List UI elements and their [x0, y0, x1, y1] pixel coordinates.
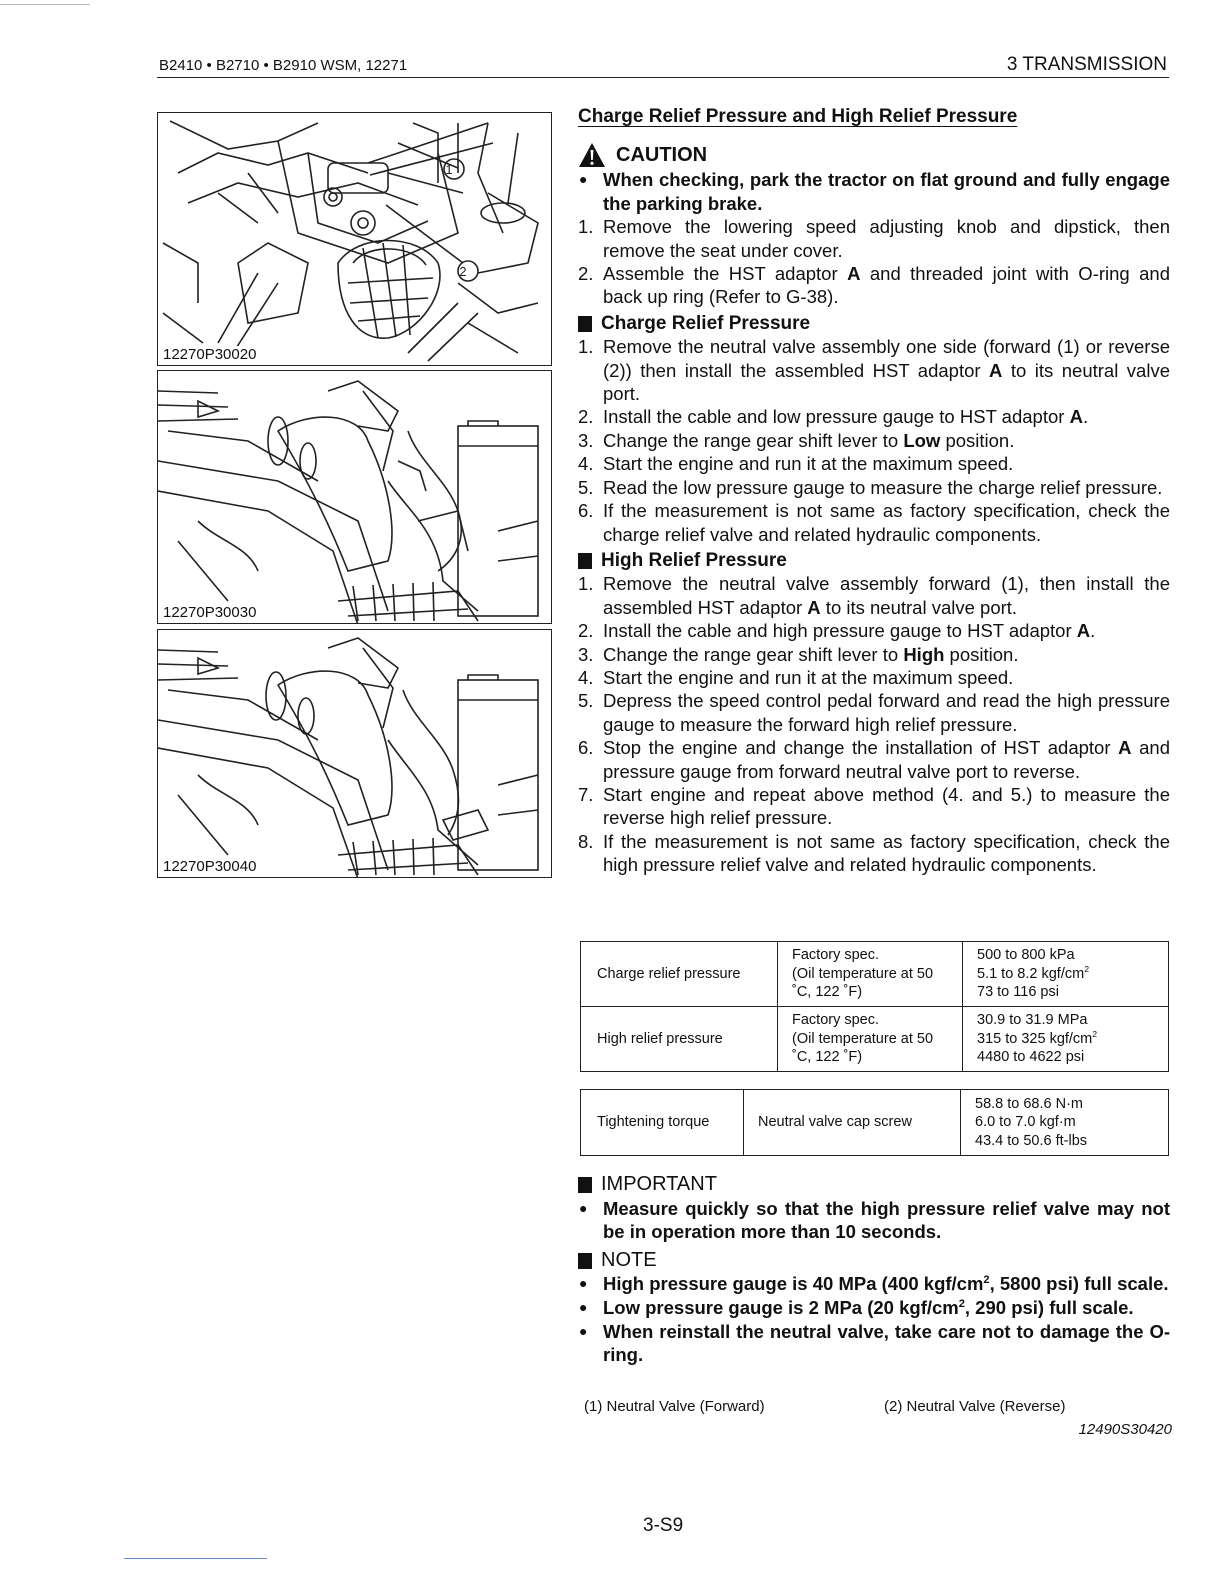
spec-condition: Factory spec. (Oil temperature at 50 ˚C, 122 ˚F)	[778, 942, 963, 1007]
spec-item: Charge relief pressure	[581, 942, 778, 1007]
table-row	[581, 1007, 1169, 1072]
scan-edge-line	[0, 4, 90, 5]
model-reference: B2410 • B2710 • B2910 WSM, 12271	[159, 57, 408, 74]
high-step: 4. Start the engine and run it at the maximum speed.	[578, 666, 1014, 688]
caution-step: 2. Assemble the HST adaptor A and threaded joint with O-ring and back up ring (Refer to G-38).	[578, 263, 1170, 308]
caution-heading	[578, 142, 1170, 168]
page-number: 3-S9	[643, 1515, 684, 1536]
square-bullet-icon	[578, 1253, 592, 1269]
spec-values: 30.9 to 31.9 MPa 315 to 325 kgf/$cm^2$ 4480 to 4622 psi	[963, 1007, 1169, 1072]
high-relief-heading: High Relief Pressure	[578, 549, 1170, 572]
figure-operator-high-pressure	[157, 629, 552, 878]
table-row	[581, 942, 1169, 1007]
caution-bullet: ● When checking, park the tractor on flat ground and fully engage the parking brake.	[578, 168, 1170, 215]
charge-relief-heading: Charge Relief Pressure	[578, 312, 1170, 335]
callout-2: 2	[459, 264, 467, 279]
note-heading: NOTE	[578, 1249, 1170, 1273]
square-bullet-icon	[578, 553, 592, 569]
figure-code: 12270P30040	[162, 858, 259, 875]
figure-operator-low-pressure	[157, 370, 552, 624]
document-id: 12490S30420	[1078, 1421, 1172, 1438]
legend-item: (2) Neutral Valve (Reverse)	[884, 1398, 1066, 1415]
charge-step: 6. If the measurement is not same as factory specification, check the charge relief valve and related hydraulic components.	[578, 500, 1170, 545]
operator-pedal-illustration	[158, 630, 552, 878]
charge-step: 1. Remove the neutral valve assembly one side (forward (1) or reverse (2)) then install the assembled HST adaptor A to its neutral valve port.	[578, 336, 1170, 405]
figure-code: 12270P30020	[162, 346, 259, 363]
procedure-text	[578, 104, 1170, 877]
torque-item: Tightening torque	[581, 1090, 744, 1156]
callout-1: 1	[445, 162, 453, 177]
warning-triangle-icon	[578, 142, 606, 168]
table-row	[581, 1090, 1169, 1156]
page-header	[157, 54, 1169, 78]
high-step: 7. Start engine and repeat above method (4. and 5.) to measure the reverse high relief pressure.	[578, 783, 1170, 829]
square-bullet-icon	[578, 1177, 592, 1193]
high-step: 8. If the measurement is not same as factory specification, check the high pressure relief valve and related hydraulic components.	[578, 830, 1170, 876]
caution-step: 1. Remove the lowering speed adjusting knob and dipstick, then remove the seat under cover.	[578, 216, 1170, 261]
important-bullet: ● Measure quickly so that the high pressure relief valve may not be in operation more than 10 seconds.	[578, 1197, 1170, 1244]
spec-item: High relief pressure	[581, 1007, 778, 1072]
square-bullet-icon	[578, 316, 592, 332]
charge-step: 2. Install the cable and low pressure gauge to HST adaptor A.	[578, 406, 1089, 428]
important-heading: IMPORTANT	[578, 1173, 1170, 1197]
high-step: 5. Depress the speed control pedal forward and read the high pressure gauge to measure the forward high relief pressure.	[578, 690, 1170, 735]
charge-step: 4. Start the engine and run it at the maximum speed.	[578, 453, 1014, 475]
figure-code: 12270P30030	[162, 604, 259, 621]
hst-illustration	[158, 113, 552, 366]
important-note-block	[578, 1170, 1170, 1367]
procedure-title: Charge Relief Pressure and High Relief Pressure	[578, 106, 1018, 127]
caution-label: CAUTION	[616, 143, 708, 166]
spec-condition: Factory spec. (Oil temperature at 50 ˚C, 122 ˚F)	[778, 1007, 963, 1072]
factory-spec-table	[580, 941, 1169, 1072]
figure-hst-neutral-valves	[157, 112, 552, 366]
operator-illustration	[158, 371, 552, 624]
note-bullet: ● Low pressure gauge is 2 MPa (20 kgf/$cm^2$, 290 psi) full scale.	[578, 1296, 1170, 1320]
torque-table	[580, 1089, 1169, 1156]
charge-step: 5. Read the low pressure gauge to measure the charge relief pressure.	[578, 476, 1163, 498]
note-bullet: ● High pressure gauge is 40 MPa (400 kgf/$cm^2$, 5800 psi) full scale.	[578, 1272, 1170, 1296]
charge-step: 3. Change the range gear shift lever to Low position.	[578, 429, 1015, 451]
high-step: 3. Change the range gear shift lever to High position.	[578, 643, 1019, 665]
high-step: 2. Install the cable and high pressure gauge to HST adaptor A.	[578, 620, 1096, 642]
spec-values: 500 to 800 kPa 5.1 to 8.2 kgf/$cm^2$ 73 to 116 psi	[963, 942, 1169, 1007]
legend-item: (1) Neutral Valve (Forward)	[584, 1398, 765, 1415]
high-step: 1. Remove the neutral valve assembly forward (1), then install the assembled HST adaptor A to its neutral valve port.	[578, 573, 1170, 618]
section-title: 3 TRANSMISSION	[1006, 54, 1167, 75]
high-step: 6. Stop the engine and change the installation of HST adaptor A and pressure gauge from forward neutral valve port to reverse.	[578, 737, 1170, 782]
torque-part: Neutral valve cap screw	[744, 1090, 961, 1156]
note-bullet: ● When reinstall the neutral valve, take care not to damage the O-ring.	[578, 1320, 1170, 1367]
torque-values: 58.8 to 68.6 N·m 6.0 to 7.0 kgf·m 43.4 to 50.6 ft-lbs	[961, 1090, 1169, 1156]
footer-rule	[124, 1558, 267, 1559]
